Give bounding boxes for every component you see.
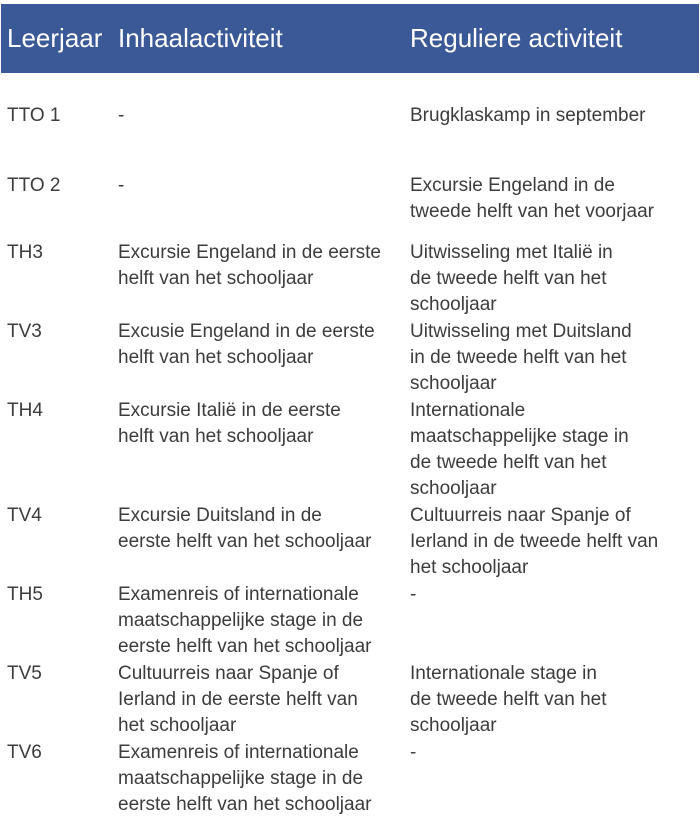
- header-year: Leerjaar: [7, 23, 103, 53]
- table-row: [1, 240, 699, 319]
- table-row: [1, 740, 699, 819]
- table-row: [1, 173, 699, 240]
- cell-regular: -: [410, 584, 417, 605]
- cell-regular: Internationale stage in de tweede helft van het schooljaar: [410, 663, 607, 736]
- cell-year: TH4: [7, 400, 43, 421]
- header-catchup-activity: Inhaalactiviteit: [118, 23, 283, 53]
- table-row: [1, 503, 699, 582]
- cell-year: TH3: [7, 242, 43, 263]
- cell-regular: -: [410, 742, 417, 763]
- table-row: [1, 103, 699, 173]
- activities-table: [1, 4, 699, 819]
- cell-catchup: Cultuurreis naar Spanje of Ierland in de eerste helft van het schooljaar: [118, 663, 358, 736]
- cell-regular: Uitwisseling met Italië in de tweede helft van het schooljaar: [410, 242, 613, 315]
- cell-year: TH5: [7, 584, 43, 605]
- cell-regular: Brugklaskamp in september: [410, 105, 646, 126]
- table-header: [1, 4, 699, 73]
- cell-year: TV4: [7, 505, 42, 526]
- cell-catchup: Excursie Italië in de eerste helft van het schooljaar: [118, 400, 341, 447]
- cell-catchup: Examenreis of internationale maatschappelijke stage in de eerste helft van het schooljaar: [118, 584, 372, 657]
- cell-catchup: -: [118, 105, 125, 126]
- cell-year: TV6: [7, 742, 42, 763]
- cell-catchup: -: [118, 175, 125, 196]
- cell-year: TV3: [7, 321, 42, 342]
- cell-regular: Uitwisseling met Duitsland in de tweede helft van het schooljaar: [410, 321, 632, 394]
- header-regular-activity: Reguliere activiteit: [410, 23, 623, 53]
- cell-regular: Cultuurreis naar Spanje of Ierland in de tweede helft van het schooljaar: [410, 505, 659, 578]
- cell-catchup: Excursie Engeland in de eerste helft van het schooljaar: [118, 242, 381, 289]
- cell-year: TTO 2: [7, 175, 61, 196]
- cell-regular: Internationale maatschappelijke stage in de tweede helft van het schooljaar: [410, 400, 629, 499]
- table-row: [1, 398, 699, 503]
- cell-catchup: Excursie Duitsland in de eerste helft van het schooljaar: [118, 505, 372, 552]
- cell-regular: Excursie Engeland in de tweede helft van het voorjaar: [410, 175, 654, 222]
- table-row: [1, 319, 699, 398]
- table-row: [1, 582, 699, 661]
- cell-catchup: Examenreis of internationale maatschappelijke stage in de eerste helft van het schooljaar: [118, 742, 372, 815]
- cell-year: TV5: [7, 663, 42, 684]
- cell-year: TTO 1: [7, 105, 61, 126]
- cell-catchup: Excusie Engeland in de eerste helft van het schooljaar: [118, 321, 375, 368]
- table-row: [1, 661, 699, 740]
